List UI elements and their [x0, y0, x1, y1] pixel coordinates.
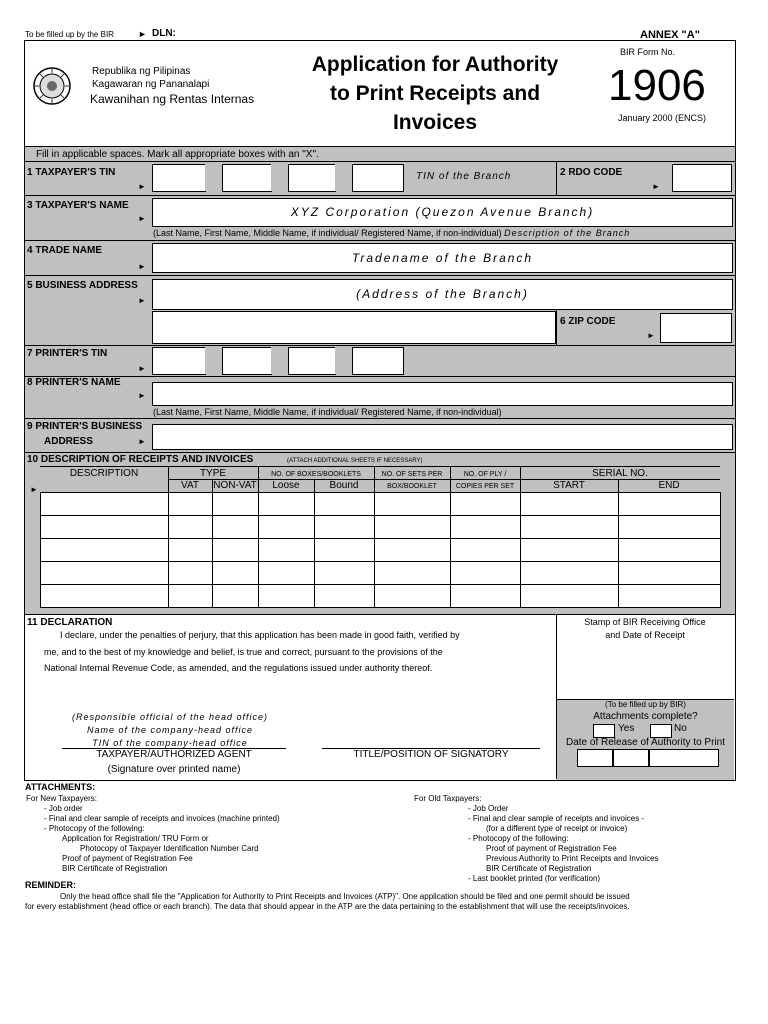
declaration-line3: National Internal Revenue Code, as amended, and the regulations issued under authority thereof. — [44, 663, 433, 673]
title-line1: Application for Authority — [311, 53, 559, 76]
form-date: January 2000 (ENCS) — [618, 113, 707, 123]
table-cell[interactable] — [619, 493, 721, 516]
stamp-label1: Stamp of BIR Receiving Office — [584, 617, 706, 627]
no-label: No — [674, 723, 687, 734]
table-title: 10 DESCRIPTION OF RECEIPTS AND INVOICES — [27, 454, 254, 465]
table-cell[interactable] — [169, 585, 213, 608]
name-caption-italic: Description of the Branch — [504, 228, 631, 238]
col-serial: SERIAL NO. — [592, 468, 648, 479]
table-cell[interactable] — [169, 562, 213, 585]
table-row — [41, 585, 721, 608]
list-item: - Final and clear sample of receipts and invoices - — [468, 814, 645, 823]
declaration-line1: I declare, under the penalties of perjury, that this application has been made in good faith, verified by — [60, 630, 460, 640]
title-line3: Invoices — [392, 111, 478, 134]
col-start: START — [553, 480, 585, 491]
rdo-label: 2 RDO CODE — [560, 167, 623, 178]
arrow-icon: ► — [138, 29, 147, 39]
table-row — [41, 493, 721, 516]
printer-name-caption: (Last Name, First Name, Middle Name, if individual/ Registered Name, if non-individual) — [153, 407, 502, 417]
release-label: Date of Release of Authority to Print — [566, 737, 725, 748]
arrow-icon: ► — [138, 296, 146, 305]
col-sets-2: BOX/BOOKLET — [387, 483, 437, 490]
table-cell[interactable] — [315, 539, 375, 562]
release-date-field[interactable] — [577, 749, 719, 767]
table-cell[interactable] — [375, 562, 451, 585]
list-item: BIR Certificate of Registration — [486, 864, 592, 873]
signature-note: (Signature over printed name) — [107, 764, 241, 775]
list-item: Proof of payment of Registration Fee — [486, 844, 617, 853]
table-cell[interactable] — [619, 516, 721, 539]
table-cell[interactable] — [41, 516, 169, 539]
business-address-line2[interactable] — [152, 311, 556, 344]
tin-note: TIN of the Branch — [416, 171, 512, 182]
arrow-icon: ► — [138, 364, 146, 373]
dln-label: DLN: — [152, 28, 176, 39]
printer-tin-field[interactable] — [152, 347, 404, 375]
table-cell[interactable] — [41, 539, 169, 562]
table-cell[interactable] — [213, 493, 259, 516]
table-cell[interactable] — [521, 516, 619, 539]
new-taxpayers-list — [26, 794, 280, 874]
col-nonvat: NON-VAT — [213, 480, 257, 491]
table-cell[interactable] — [259, 539, 315, 562]
table-cell[interactable] — [41, 585, 169, 608]
table-cell[interactable] — [619, 585, 721, 608]
list-item: - Photocopy of the following: — [468, 834, 569, 843]
table-cell[interactable] — [619, 539, 721, 562]
old-taxpayers-title: For Old Taxpayers: — [414, 794, 482, 803]
table-cell[interactable] — [375, 585, 451, 608]
reminder-title: REMINDER: — [25, 880, 76, 890]
zip-code-field[interactable] — [660, 313, 732, 343]
attachments-complete: Attachments complete? — [593, 711, 698, 722]
printer-name-field[interactable] — [152, 382, 733, 406]
table-cell[interactable] — [315, 562, 375, 585]
list-item: Proof of payment of Registration Fee — [62, 854, 193, 863]
table-cell[interactable] — [213, 539, 259, 562]
no-checkbox[interactable] — [650, 724, 672, 738]
list-item: (for a different type of receipt or invoice) — [486, 824, 628, 833]
list-item: - Photocopy of the following: — [44, 824, 145, 833]
list-item: BIR Certificate of Registration — [62, 864, 168, 873]
agency-line1: Republika ng Pilipinas — [92, 66, 191, 77]
signatory-hint2: Name of the company-head office — [86, 725, 254, 735]
business-address-label: 5 BUSINESS ADDRESS — [27, 280, 138, 291]
rdo-code-field[interactable] — [672, 164, 732, 192]
printer-address-label: 9 PRINTER'S BUSINESS — [27, 421, 143, 432]
col-type: TYPE — [199, 468, 227, 479]
business-address-field[interactable]: (Address of the Branch) — [152, 279, 733, 310]
form-title — [280, 50, 590, 137]
col-boxes: NO. OF BOXES/BOOKLETS — [271, 471, 361, 478]
name-caption — [153, 228, 630, 238]
table-row — [41, 539, 721, 562]
attachments-title: ATTACHMENTS: — [25, 782, 96, 792]
printer-name-label: 8 PRINTER'S NAME — [27, 377, 121, 388]
col-vat: VAT — [181, 480, 199, 491]
col-bound: Bound — [329, 480, 359, 491]
old-taxpayers-list — [414, 794, 659, 884]
table-cell[interactable] — [213, 585, 259, 608]
table-cell[interactable] — [169, 516, 213, 539]
yes-label: Yes — [618, 723, 635, 734]
title-line2: to Print Receipts and — [329, 82, 541, 105]
arrow-icon: ► — [30, 485, 38, 494]
agency-line2: Kagawaran ng Pananalapi — [92, 79, 210, 90]
table-row — [41, 562, 721, 585]
table-cell[interactable] — [41, 562, 169, 585]
table-cell[interactable] — [375, 516, 451, 539]
bir-fill-note: (To be filled up by BIR) — [605, 700, 686, 709]
table-cell[interactable] — [259, 585, 315, 608]
stamp-label2: and Date of Receipt — [605, 630, 685, 640]
col-end: END — [658, 480, 680, 491]
arrow-icon: ► — [647, 331, 655, 340]
form-label: BIR Form No. — [620, 47, 676, 57]
title-position-field[interactable] — [322, 706, 540, 746]
col-ply-2: COPIES PER SET — [455, 483, 515, 490]
table-cell[interactable] — [521, 585, 619, 608]
tin-label: 1 TAXPAYER'S TIN — [27, 167, 116, 178]
list-item: Previous Authority to Print Receipts and Invoices — [486, 854, 659, 863]
taxpayer-name-label: 3 TAXPAYER'S NAME — [27, 200, 129, 211]
trade-name-field[interactable]: Tradename of the Branch — [152, 243, 733, 273]
signatory-hint3: TIN of the company-head office — [92, 738, 248, 748]
col-sets: NO. OF SETS PER — [381, 471, 443, 478]
description-table — [40, 492, 721, 608]
arrow-icon: ► — [138, 262, 146, 271]
list-item: - Final and clear sample of receipts and invoices (machine printed) — [44, 814, 280, 823]
new-taxpayers-title: For New Taxpayers: — [26, 794, 97, 803]
table-row — [41, 516, 721, 539]
table-cell[interactable] — [259, 493, 315, 516]
table-cell[interactable] — [521, 539, 619, 562]
bir-note: To be filled up by the BIR — [25, 30, 114, 39]
arrow-icon: ► — [138, 437, 146, 446]
table-cell[interactable] — [451, 539, 521, 562]
arrow-icon: ► — [652, 182, 660, 191]
table-cell[interactable] — [521, 493, 619, 516]
arrow-icon: ► — [138, 391, 146, 400]
table-cell[interactable] — [375, 539, 451, 562]
attach-note: (ATTACH ADDITIONAL SHEETS IF NECESSARY) — [287, 458, 423, 464]
yes-checkbox[interactable] — [593, 724, 615, 738]
arrow-icon: ► — [138, 214, 146, 223]
table-cell[interactable] — [169, 539, 213, 562]
printer-tin-label: 7 PRINTER'S TIN — [27, 348, 108, 359]
table-cell[interactable] — [451, 562, 521, 585]
printer-address-field[interactable] — [152, 424, 733, 450]
table-cell[interactable] — [41, 493, 169, 516]
col-description: DESCRIPTION — [69, 468, 139, 479]
declaration-line2: me, and to the best of my knowledge and belief, is true and correct, pursuant to the provisions of the — [44, 647, 443, 657]
signatory-hint1: (Responsible official of the head office) — [71, 712, 269, 722]
list-item: - Job order — [44, 804, 83, 813]
table-cell[interactable] — [619, 562, 721, 585]
form-number: 1906 — [608, 61, 706, 110]
table-cell[interactable] — [169, 493, 213, 516]
table-cell[interactable] — [259, 562, 315, 585]
taxpayer-tin-field[interactable] — [152, 164, 404, 192]
table-cell[interactable] — [451, 585, 521, 608]
list-item: Photocopy of Taxpayer Identification Number Card — [80, 844, 259, 853]
table-cell[interactable] — [375, 493, 451, 516]
table-cell[interactable] — [451, 493, 521, 516]
instructions: Fill in applicable spaces. Mark all appropriate boxes with an "X". — [36, 149, 319, 160]
printer-address-label2: ADDRESS — [44, 436, 93, 447]
taxpayer-name-field[interactable]: XYZ Corporation (Quezon Avenue Branch) — [152, 198, 733, 227]
list-item: Application for Registration/ TRU Form or — [62, 834, 209, 843]
annex-label: ANNEX "A" — [640, 29, 700, 41]
stamp-area — [557, 644, 734, 698]
table-cell[interactable] — [213, 516, 259, 539]
table-cell[interactable] — [451, 516, 521, 539]
table-cell[interactable] — [213, 562, 259, 585]
col-ply: NO. OF PLY / — [463, 471, 507, 478]
bir-seal-icon — [32, 66, 72, 106]
reminder-line2: for every establishment (head office or each branch). The data that should appear in the ATP are the data pertaining to the establishment that will use the receipts/invoices. — [25, 902, 630, 911]
table-cell[interactable] — [521, 562, 619, 585]
agency-line3: Kawanihan ng Rentas Internas — [90, 92, 255, 106]
title-position-label: TITLE/POSITION OF SIGNATORY — [353, 749, 509, 760]
col-loose: Loose — [272, 480, 300, 491]
list-item: - Last booklet printed (for verification) — [468, 874, 601, 883]
list-item: - Job Order — [468, 804, 509, 813]
arrow-icon: ► — [138, 182, 146, 191]
table-cell[interactable] — [315, 516, 375, 539]
zip-code-label: 6 ZIP CODE — [560, 316, 616, 327]
table-cell[interactable] — [315, 493, 375, 516]
name-caption-text: (Last Name, First Name, Middle Name, if individual/ Registered Name, if non-individual) — [153, 228, 502, 238]
reminder-line1: Only the head office shall file the "Application for Authority to Print Receipts and Invoices (ATP)". One application should be filed and one permit should be issued — [60, 892, 630, 901]
agent-label: TAXPAYER/AUTHORIZED AGENT — [96, 749, 252, 760]
table-cell[interactable] — [315, 585, 375, 608]
table-cell[interactable] — [259, 516, 315, 539]
signature-field[interactable] — [62, 706, 286, 746]
declaration-title: 11 DECLARATION — [27, 617, 113, 628]
trade-name-label: 4 TRADE NAME — [27, 245, 103, 256]
